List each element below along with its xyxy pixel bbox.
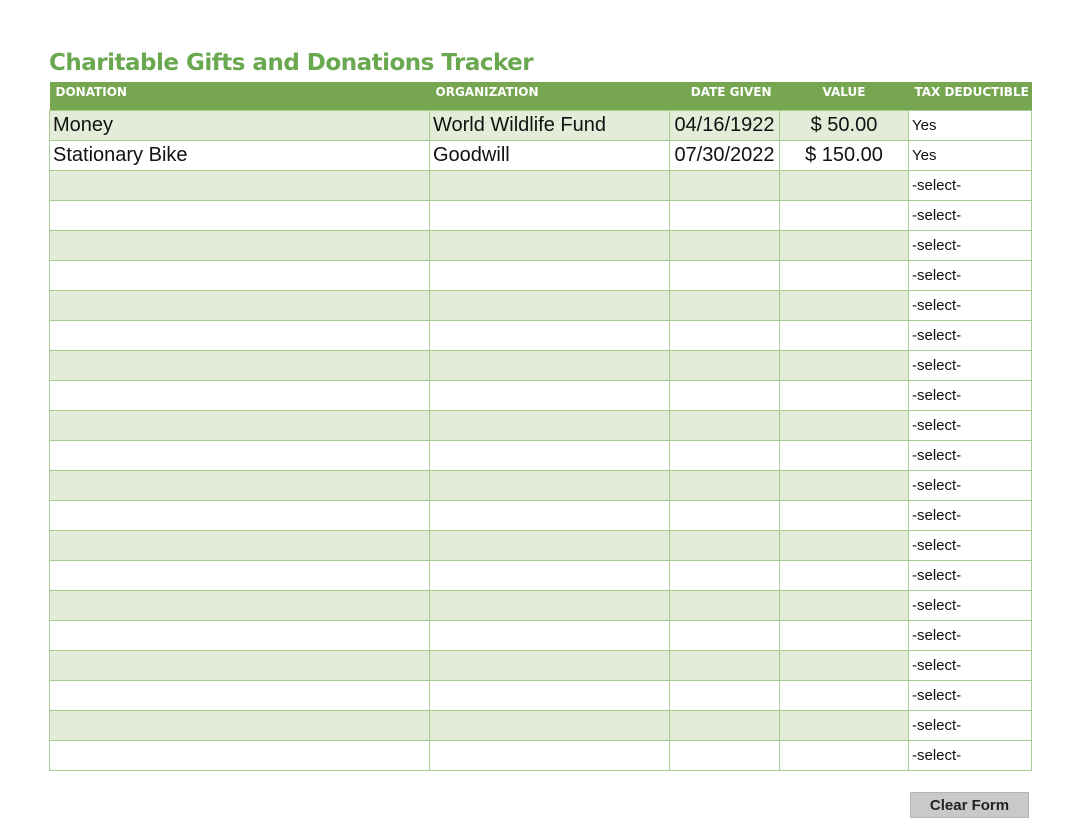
value-cell[interactable] — [780, 710, 909, 740]
organization-cell[interactable] — [430, 170, 670, 200]
tax-deductible-select[interactable]: -select- — [909, 530, 1032, 560]
date-given-cell[interactable] — [670, 350, 780, 380]
donation-cell[interactable] — [50, 680, 430, 710]
table-row — [50, 260, 1032, 290]
value-cell[interactable] — [780, 440, 909, 470]
value-cell[interactable] — [780, 230, 909, 260]
date-given-cell[interactable] — [670, 470, 780, 500]
date-given-cell[interactable] — [670, 410, 780, 440]
table-row — [50, 110, 1032, 140]
date-given-cell[interactable] — [670, 590, 780, 620]
table-row — [50, 530, 1032, 560]
value-cell[interactable] — [780, 470, 909, 500]
organization-cell[interactable] — [430, 560, 670, 590]
table-row — [50, 230, 1032, 260]
tax-deductible-select[interactable]: -select- — [909, 290, 1032, 320]
value-cell[interactable] — [780, 650, 909, 680]
donation-cell[interactable] — [50, 170, 430, 200]
organization-cell[interactable] — [430, 500, 670, 530]
column-header-tax-deductible: TAX DEDUCTIBLE — [909, 82, 1032, 110]
donation-cell[interactable] — [50, 650, 430, 680]
donation-cell[interactable] — [50, 500, 430, 530]
table-row — [50, 140, 1032, 170]
table-row — [50, 470, 1032, 500]
date-given-cell[interactable] — [670, 290, 780, 320]
date-given-cell[interactable] — [670, 620, 780, 650]
organization-cell[interactable] — [430, 410, 670, 440]
table-row — [50, 380, 1032, 410]
donation-cell[interactable] — [50, 620, 430, 650]
organization-cell[interactable] — [430, 650, 670, 680]
donation-cell[interactable]: Stationary Bike — [50, 140, 430, 170]
value-cell[interactable] — [780, 560, 909, 590]
clear-form-button[interactable]: Clear Form — [910, 792, 1029, 818]
organization-cell[interactable] — [430, 710, 670, 740]
organization-cell[interactable] — [430, 590, 670, 620]
table-row — [50, 200, 1032, 230]
tax-deductible-select[interactable]: Yes — [909, 140, 1032, 170]
date-given-cell[interactable] — [670, 710, 780, 740]
organization-cell[interactable] — [430, 380, 670, 410]
value-cell[interactable] — [780, 590, 909, 620]
tax-deductible-select[interactable]: Yes — [909, 110, 1032, 140]
tax-deductible-select[interactable]: -select- — [909, 680, 1032, 710]
table-row — [50, 740, 1032, 770]
table-row — [50, 320, 1032, 350]
organization-cell[interactable] — [430, 680, 670, 710]
column-header-organization: ORGANIZATION — [430, 82, 670, 110]
tax-deductible-select[interactable]: -select- — [909, 200, 1032, 230]
tax-deductible-select[interactable]: -select- — [909, 320, 1032, 350]
date-given-cell[interactable] — [670, 200, 780, 230]
date-given-cell[interactable]: 07/30/2022 — [670, 140, 780, 170]
donation-cell[interactable] — [50, 530, 430, 560]
date-given-cell[interactable] — [670, 260, 780, 290]
date-given-cell[interactable] — [670, 560, 780, 590]
table-header-row — [50, 82, 1032, 110]
donations-table — [49, 82, 1032, 771]
date-given-cell[interactable] — [670, 440, 780, 470]
donation-cell[interactable] — [50, 260, 430, 290]
organization-cell[interactable] — [430, 530, 670, 560]
tax-deductible-select[interactable]: -select- — [909, 710, 1032, 740]
value-cell[interactable] — [780, 200, 909, 230]
table-row — [50, 290, 1032, 320]
table-row — [50, 410, 1032, 440]
value-cell[interactable] — [780, 170, 909, 200]
donation-cell[interactable] — [50, 560, 430, 590]
table-row — [50, 350, 1032, 380]
tax-deductible-select[interactable]: -select- — [909, 740, 1032, 770]
page-title: Charitable Gifts and Donations Tracker — [49, 50, 534, 76]
tax-deductible-select[interactable]: -select- — [909, 440, 1032, 470]
value-cell[interactable] — [780, 500, 909, 530]
tax-deductible-select[interactable]: -select- — [909, 350, 1032, 380]
date-given-cell[interactable] — [670, 230, 780, 260]
value-cell[interactable] — [780, 290, 909, 320]
date-given-cell[interactable] — [670, 740, 780, 770]
donation-cell[interactable] — [50, 200, 430, 230]
value-cell[interactable] — [780, 350, 909, 380]
column-header-value: VALUE — [780, 82, 909, 110]
tax-deductible-select[interactable]: -select- — [909, 410, 1032, 440]
value-cell[interactable] — [780, 320, 909, 350]
table-row — [50, 440, 1032, 470]
value-cell[interactable]: $ 50.00 — [780, 110, 909, 140]
organization-cell[interactable] — [430, 620, 670, 650]
organization-cell[interactable] — [430, 200, 670, 230]
value-cell[interactable] — [780, 620, 909, 650]
donation-cell[interactable] — [50, 410, 430, 440]
organization-cell[interactable] — [430, 470, 670, 500]
table-row — [50, 590, 1032, 620]
date-given-cell[interactable] — [670, 530, 780, 560]
donation-cell[interactable] — [50, 470, 430, 500]
value-cell[interactable] — [780, 260, 909, 290]
date-given-cell[interactable] — [670, 680, 780, 710]
organization-cell[interactable] — [430, 740, 670, 770]
organization-cell[interactable] — [430, 260, 670, 290]
value-cell[interactable] — [780, 740, 909, 770]
date-given-cell[interactable]: 04/16/1922 — [670, 110, 780, 140]
organization-cell[interactable] — [430, 350, 670, 380]
organization-cell[interactable]: World Wildlife Fund — [430, 110, 670, 140]
table-row — [50, 500, 1032, 530]
donation-cell[interactable] — [50, 440, 430, 470]
value-cell[interactable]: $ 150.00 — [780, 140, 909, 170]
organization-cell[interactable] — [430, 320, 670, 350]
column-header-date-given: DATE GIVEN — [670, 82, 780, 110]
organization-cell[interactable] — [430, 440, 670, 470]
date-given-cell[interactable] — [670, 500, 780, 530]
donation-cell[interactable]: Money — [50, 110, 430, 140]
donation-cell[interactable] — [50, 590, 430, 620]
tax-deductible-select[interactable]: -select- — [909, 620, 1032, 650]
donation-cell[interactable] — [50, 350, 430, 380]
tax-deductible-select[interactable]: -select- — [909, 260, 1032, 290]
donation-cell[interactable] — [50, 380, 430, 410]
organization-cell[interactable]: Goodwill — [430, 140, 670, 170]
table-row — [50, 650, 1032, 680]
date-given-cell[interactable] — [670, 320, 780, 350]
tax-deductible-select[interactable]: -select- — [909, 500, 1032, 530]
value-cell[interactable] — [780, 680, 909, 710]
tax-deductible-select[interactable]: -select- — [909, 170, 1032, 200]
date-given-cell[interactable] — [670, 380, 780, 410]
donation-cell[interactable] — [50, 230, 430, 260]
table-row — [50, 680, 1032, 710]
column-header-donation: DONATION — [50, 82, 430, 110]
tax-deductible-select[interactable]: -select- — [909, 650, 1032, 680]
date-given-cell[interactable] — [670, 650, 780, 680]
organization-cell[interactable] — [430, 290, 670, 320]
date-given-cell[interactable] — [670, 170, 780, 200]
table-row — [50, 170, 1032, 200]
tax-deductible-select[interactable]: -select- — [909, 230, 1032, 260]
donation-cell[interactable] — [50, 290, 430, 320]
donation-cell[interactable] — [50, 320, 430, 350]
value-cell[interactable] — [780, 380, 909, 410]
value-cell[interactable] — [780, 410, 909, 440]
table-row — [50, 710, 1032, 740]
organization-cell[interactable] — [430, 230, 670, 260]
donation-cell[interactable] — [50, 710, 430, 740]
table-row — [50, 560, 1032, 590]
donation-cell[interactable] — [50, 740, 430, 770]
tax-deductible-select[interactable]: -select- — [909, 590, 1032, 620]
tax-deductible-select[interactable]: -select- — [909, 380, 1032, 410]
tax-deductible-select[interactable]: -select- — [909, 470, 1032, 500]
value-cell[interactable] — [780, 530, 909, 560]
tax-deductible-select[interactable]: -select- — [909, 560, 1032, 590]
table-row — [50, 620, 1032, 650]
